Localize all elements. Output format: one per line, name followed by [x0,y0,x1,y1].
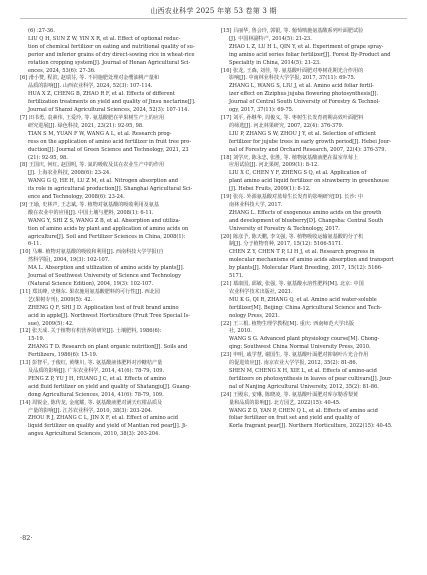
reference-line: LIU Q H, SUN Z W, YIN X R, et al. Effect of optional reduc- [28,35,181,42]
reference-line: 15-19. [28,336,45,343]
reference-line: 社, 2010. [229,328,252,335]
reference-line: MA L. Absorption and utilization of amino acids by plants[J]. [28,265,185,272]
reference-line: fertilizer for jujube trees in early growth period[J]. Hebei Jour- [229,138,392,145]
reference-line: fertilization treatments on yield and quality of Jinsu nectarine[J]. [28,99,196,106]
reference-line: dong Agricultural Sciences, 2014, 41(6): 78-79, 109. [28,391,164,398]
reference-line: liquid fertilizer on quality and yield of Mantian red pear[J]. Ji- [28,423,188,430]
reference-entry-start: [12] 张天成. 关于植物有机营养的研究[J]. 土壤肥料, 1986(6): [20,328,162,335]
reference-entry-start: [18] 刘学庆, 陈永忠, 张胜, 等. 植物氨基酸液肥在温室草莓上 [221,154,359,161]
reference-entry-start: [15] 吕丽华, 鲁会玲, 郭银, 等. 葡萄喷施氨基酸系列叶面肥试验 [221,28,364,34]
reference-line: ences, 2024, 53(6): 27-36. [28,67,96,74]
reference-line: ence and Technology, 2008(6): 23-24. [28,194,125,201]
reference-entry-start: [21] 慕康国, 邱敏, 张强, 等. 氨基酸水溶性肥料[M]. 北京: 中国 [221,281,364,287]
reference-line: tion of chemical fertilizer on eating and nutritional quality of su- [28,43,195,50]
reference-line: Korla fragrant pear[J]. Northern Horticulture, 2022(15): 40-45. [229,423,393,430]
reference-line: 6-11. [28,241,42,248]
reference-line: 的促进效应[J]. 南京农业大学学报, 2012, 35(2): 81-86. [229,360,358,367]
reference-line: Speciality in China, 2014(5): 21-23. [229,59,321,66]
reference-entry-start: [19] 张亮. 外源氨基酸对蓝莓生长发育的影响研究[D]. 长沙: 中 [221,194,364,201]
reference-line: 品质的影响[J]. 山西农业科学, 2024, 52(3): 107-114. [28,83,153,90]
reference-entry-start: [24] 王殿东, 安琳, 陈晓凌, 等. 氨基酸叶面肥对库尔勒香梨黄 [221,391,359,398]
reference-line: foliar fertilizer on fruit set and yield and quality of [229,415,360,422]
references-left-column [20,28,206,439]
reference-line: 应用试验[J]. 河北果树, 2009(1): 8-12. [229,162,319,169]
reference-line: ing amino acid series foliar fertilizer[J]. Forest By-Product and [229,51,391,58]
references-right-column [221,28,407,431]
reference-line: University of Forestry & Technology, 2017. [229,225,340,232]
reference-line: ZHANG L, WANG S, LIU J, et al. Amino acid foliar fertil- [229,83,374,90]
reference-entry-start: [16] 张龙, 王森, 刘佳, 等. 氨基酸叶面肥对枣树花期光合作用的 [221,67,364,74]
reference-line: PENG Z P, YU J H, HUANG J C, et al. Effects of amino [28,375,167,382]
reference-line: nal of Nanjing Agricultural University, 2012, 35(2): 81-86. [229,383,379,390]
reference-line: 量和品质的影响[J]. 北方园艺, 2022(15): 40-45. [229,399,341,406]
reference-entry-start: [13] 彭智平, 于俊红, 黄继川, 等. 氨基酸液体肥料对沙糖桔产量 [20,360,163,367]
reference-line: HUA X Z, CHENG B, ZHAO R F, et al. Effects of different [28,91,175,98]
reference-line: WANG Y, SHI Z S, WANG Z B, et al. Absorption and utiliza- [28,217,181,224]
reference-line: 南林业科技大学, 2017. [229,201,283,208]
reference-line: ZHOU R J, ZHANG C L, JIN X F, et al. Effect of amino acid [28,415,179,422]
reference-line: 影响[J]. 中南林业科技大学学报, 2017, 37(11): 69-75. [229,75,356,82]
reference-line: TIAN S M, YUAN F W, WANG A L, et al. Research prog- [28,130,172,137]
reference-line: ZHAO L Z, LU H L, QIN Y, et al. Experiment of grape spray- [229,43,384,50]
reference-line: Journal of Southwest University of Science and Technology [28,273,181,280]
reference-entry-start: [20] 陈彦予, 陈天鹏, 李文强, 等. 植物吸收运输氨基酸的分子机 [221,233,364,240]
reference-line: nology Press, 2021. [229,312,280,319]
page-number: ·82· [20,534,33,542]
reference-line: duction[J]. Journal of Green Science and Technology, 2021, 23 [28,146,189,153]
reference-line: acid fluid fertilizer on yield and quality of Shatangju[J]. Guang- [28,383,191,390]
reference-line: (Natural Science Edition), 2004, 19(3): 102-107. [28,281,154,287]
reference-line: and development of blueberry[D]. Changsha: Central South [229,217,384,224]
reference-line: 制[J]. 分子植物育种, 2017, 15(12): 5166-5171. [229,241,343,248]
reference-line: Journal of Central South University of Forestry & Technol- [229,99,380,106]
reference-line: ZHANG L. Effects of exogenous amino acids on the growth [229,209,382,216]
reference-line: WANG Z D, YAN P, CHEN Q L, et al. Effects of amino acid [229,407,378,414]
reference-line: Journal of Shanxi Agricultural Sciences, 2024, 52(3): 107-114. [28,107,189,114]
reference-line: fertilizer[M]. Beijing: China Agricultural Science and Tech- [229,304,382,311]
reference-line: (21): 92-95, 98. [28,154,68,161]
reference-line: [J]. 中国林副特产, 2014(5): 21-23. [229,35,312,42]
reference-line: ress on the application of amino acid fertilizer in fruit tree pro- [28,138,192,145]
journal-header-title: 山西农业科学 2025 年第 53 卷第 3 期 [150,7,277,15]
reference-line: MU K G, QI R, ZHANG Q, et al. Amino acid water-soluble [229,296,377,303]
reference-line: angsu Agricultural Sciences, 2010, 38(3): 203-204. [28,431,160,438]
reference-line: ZHANG T D. Research on plant organic nutrition[J]. Soils and [28,344,188,351]
reference-line: 5171. [229,273,244,280]
reference-line: ogy, 2017, 37(11): 69-75. [229,107,294,114]
reference-line: WANG G Q, HE H, LU Z M, et al. Nitrogen absorption and [28,178,179,185]
reference-line: 产量的影响[J]. 江苏农业科学, 2010, 38(3): 203-204. [28,407,153,414]
reference-line: 及品质的影响[J]. 广东农业科学, 2014, 41(6): 78-79, 109. [28,367,165,374]
reference-line: 酸在农业中的应用[J]. 中国土壤与肥料, 2008(1): 6-11. [28,209,154,216]
reference-line: [J]. Hebei Fruits, 2009(1): 8-12. [229,186,311,193]
reference-entry-start: [7] 田书勇, 袁素伟, 王爱玲, 等. 氨基酸肥在苹果树生产上的应用 [20,114,165,121]
reference-entry-start: [11] 郑其峰, 史继东. 果农施用氨基酸肥料的可行性[J]. 西北园 [20,288,160,295]
reference-line: LIU X C, CHEN Y F, ZHENG S Q, et al. Application of [229,170,367,177]
reference-line: by plants[J]. Molecular Plant Breeding, 2017, 15(12): 5166- [229,265,383,272]
reference-entry-start: [17] 刘平, 孙继华, 周俊义, 等. 枣树生长发育初期高效叶面肥料 [221,114,364,121]
reference-line: acid in apple[J]. Northwest Horticulture (Fruit Tree Special Is- [28,312,190,319]
reference-line: rotation cropping system[J]. Journal of Henan Agricultural Sci- [28,59,191,66]
reference-line: 然科学版), 2004, 19(3): 102-107. [28,257,110,264]
reference-entry-start: [10] 马琳. 植物对氨基酸的吸收和利用[J]. 西南科技大学学报(自 [20,249,164,256]
reference-line: SHEN M, CHENG X H, XIE L, et al. Effects of amino-acid [229,367,377,374]
reference-line: (6) :27-36. [28,28,55,34]
reference-line: perior and inferior grains of dry direct-sowing rice in wheat-rice [28,51,195,58]
reference-line: WANG S G. Advanced plant physiology course[M]. Chong- [229,336,380,343]
reference-line: its role in agricultural production[J]. Shanghai Agricultural Sci- [28,186,193,193]
reference-line: [J]. 上海农业科技, 2008(6): 23-24. [28,170,111,177]
reference-line: 研究进展[J]. 绿色科技, 2021, 23(21): 92-95, 98. [28,122,144,129]
reference-entry-start: [8] 王国庆, 何红, 赵国明, 等. 氮的吸收及其在农业生产中的作用 [20,162,165,169]
reference-line: Fertilizers, 1986(6): 15-19. [28,352,98,359]
reference-entry-start: [6] 滑小赞, 程滨, 赵瑞芬, 等. 不同施肥处理对金缨油桃产量和 [20,75,159,82]
header-divider [20,18,407,19]
reference-entry-start: [9] 王瑜, 史林声, 王志斌, 等. 植物对氨基酸的吸收利用及氨基 [20,201,159,208]
reference-line: sue), 2009(5): 42. [28,320,74,327]
reference-line: tion of amino acids by plant and application of amino acids on [28,225,189,232]
reference-entry-start: [14] 周锐金, 陈传龙, 金庭耀, 等. 氨基酸液肥对满天红柑品质及 [20,399,163,406]
reference-entry-start: [23] 申明, 戚学慧, 谢国生, 等. 氨基酸叶面肥对抑制叶片光合作用 [221,352,369,359]
reference-line: izer effect on Ziziphus jujuba flowering photosynthesis[J]. [229,91,379,98]
reference-line: 的筛选[J]. 河北林果研究, 2007, 22(4): 376-379. [229,122,344,129]
reference-entry-start: [22] 王三根. 植物生理学教程[M]. 重庆: 西南师范大学出版 [221,320,354,327]
reference-line: plant amino acid liquid fertilizer on strawberry in greenhouse [229,178,389,185]
reference-line: LIU P, ZHANG S W, ZHOU J Y, et al. Selection of efficient [229,130,376,137]
reference-line: 艺(果树专刊), 2009(5): 42. [28,296,93,303]
reference-line: molecular mechanisms of amino acids absorption and transport [229,257,394,264]
reference-line: agriculture[J]. Soil and Fertilizer Sciences in China, 2008(1): [28,233,186,240]
reference-line: CHEN Z Y, CHEN T P, LI H J, et al. Research progress in [229,249,375,256]
reference-line: qing: Southwest China Normal University Press, 2010. [229,344,371,351]
reference-line: 农业科学技术出版社, 2021. [229,288,293,295]
reference-line: fertilizers on photosynthesis in leaves of pear cultivars[J]. Jour- [229,375,393,382]
reference-line: nal of Forestry and Orchard Research, 2007, 22(4): 376-379. [229,146,387,153]
reference-line: ZHENG Q F, SHI J D. Application test of fruit brand amino [28,304,179,311]
